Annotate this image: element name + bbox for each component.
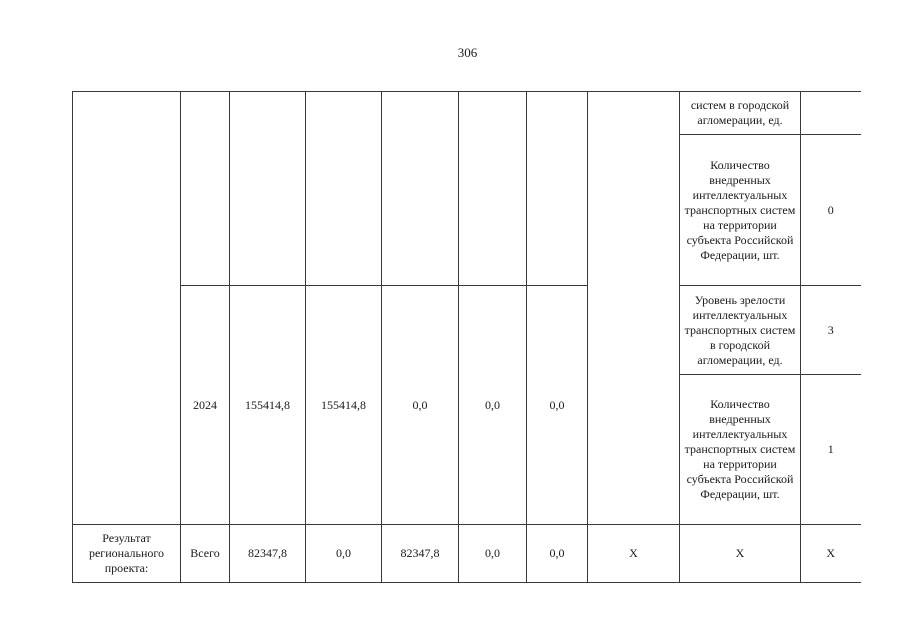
amount-cell: 155414,8	[230, 286, 306, 525]
x-mark-cell: Х	[680, 525, 801, 583]
empty-cell	[306, 92, 382, 286]
year-cell: 2024	[181, 286, 230, 525]
indicator-value: 3	[801, 286, 861, 375]
indicator-name: Количество внедренных интеллектуальных транспортных систем на территории субъекта Российской Федерации, шт.	[680, 375, 801, 525]
empty-cell	[181, 92, 230, 286]
amount-cell: 0,0	[527, 525, 588, 583]
empty-cell	[588, 92, 680, 525]
amount-cell: 155414,8	[306, 286, 382, 525]
indicator-name: Количество внедренных интеллектуальных транспортных систем на территории субъекта Российской Федерации, шт.	[680, 135, 801, 286]
indicator-name: Уровень зрелости интеллектуальных транспортных систем в городской агломерации, ед.	[680, 286, 801, 375]
empty-cell	[230, 92, 306, 286]
indicator-value: 0	[801, 135, 861, 286]
amount-cell: 0,0	[459, 286, 527, 525]
amount-cell: 0,0	[382, 286, 459, 525]
amount-cell: 0,0	[459, 525, 527, 583]
empty-cell	[73, 92, 181, 525]
empty-cell	[382, 92, 459, 286]
amount-cell: 0,0	[306, 525, 382, 583]
amount-cell: 82347,8	[230, 525, 306, 583]
page-number: 306	[457, 45, 478, 60]
result-label: Результат регионального проекта:	[73, 525, 181, 583]
indicator-value: 1	[801, 375, 861, 525]
budget-table	[72, 91, 861, 583]
indicator-value	[801, 92, 861, 135]
result-row	[73, 525, 861, 583]
empty-cell	[527, 92, 588, 286]
table-row	[73, 286, 861, 375]
amount-cell: 0,0	[527, 286, 588, 525]
empty-cell	[459, 92, 527, 286]
period-cell: Всего	[181, 525, 230, 583]
x-mark-cell: Х	[588, 525, 680, 583]
x-mark-cell: Х	[801, 525, 861, 583]
indicator-name: систем в городской агломерации, ед.	[680, 92, 801, 135]
amount-cell: 82347,8	[382, 525, 459, 583]
table-row	[73, 92, 861, 135]
